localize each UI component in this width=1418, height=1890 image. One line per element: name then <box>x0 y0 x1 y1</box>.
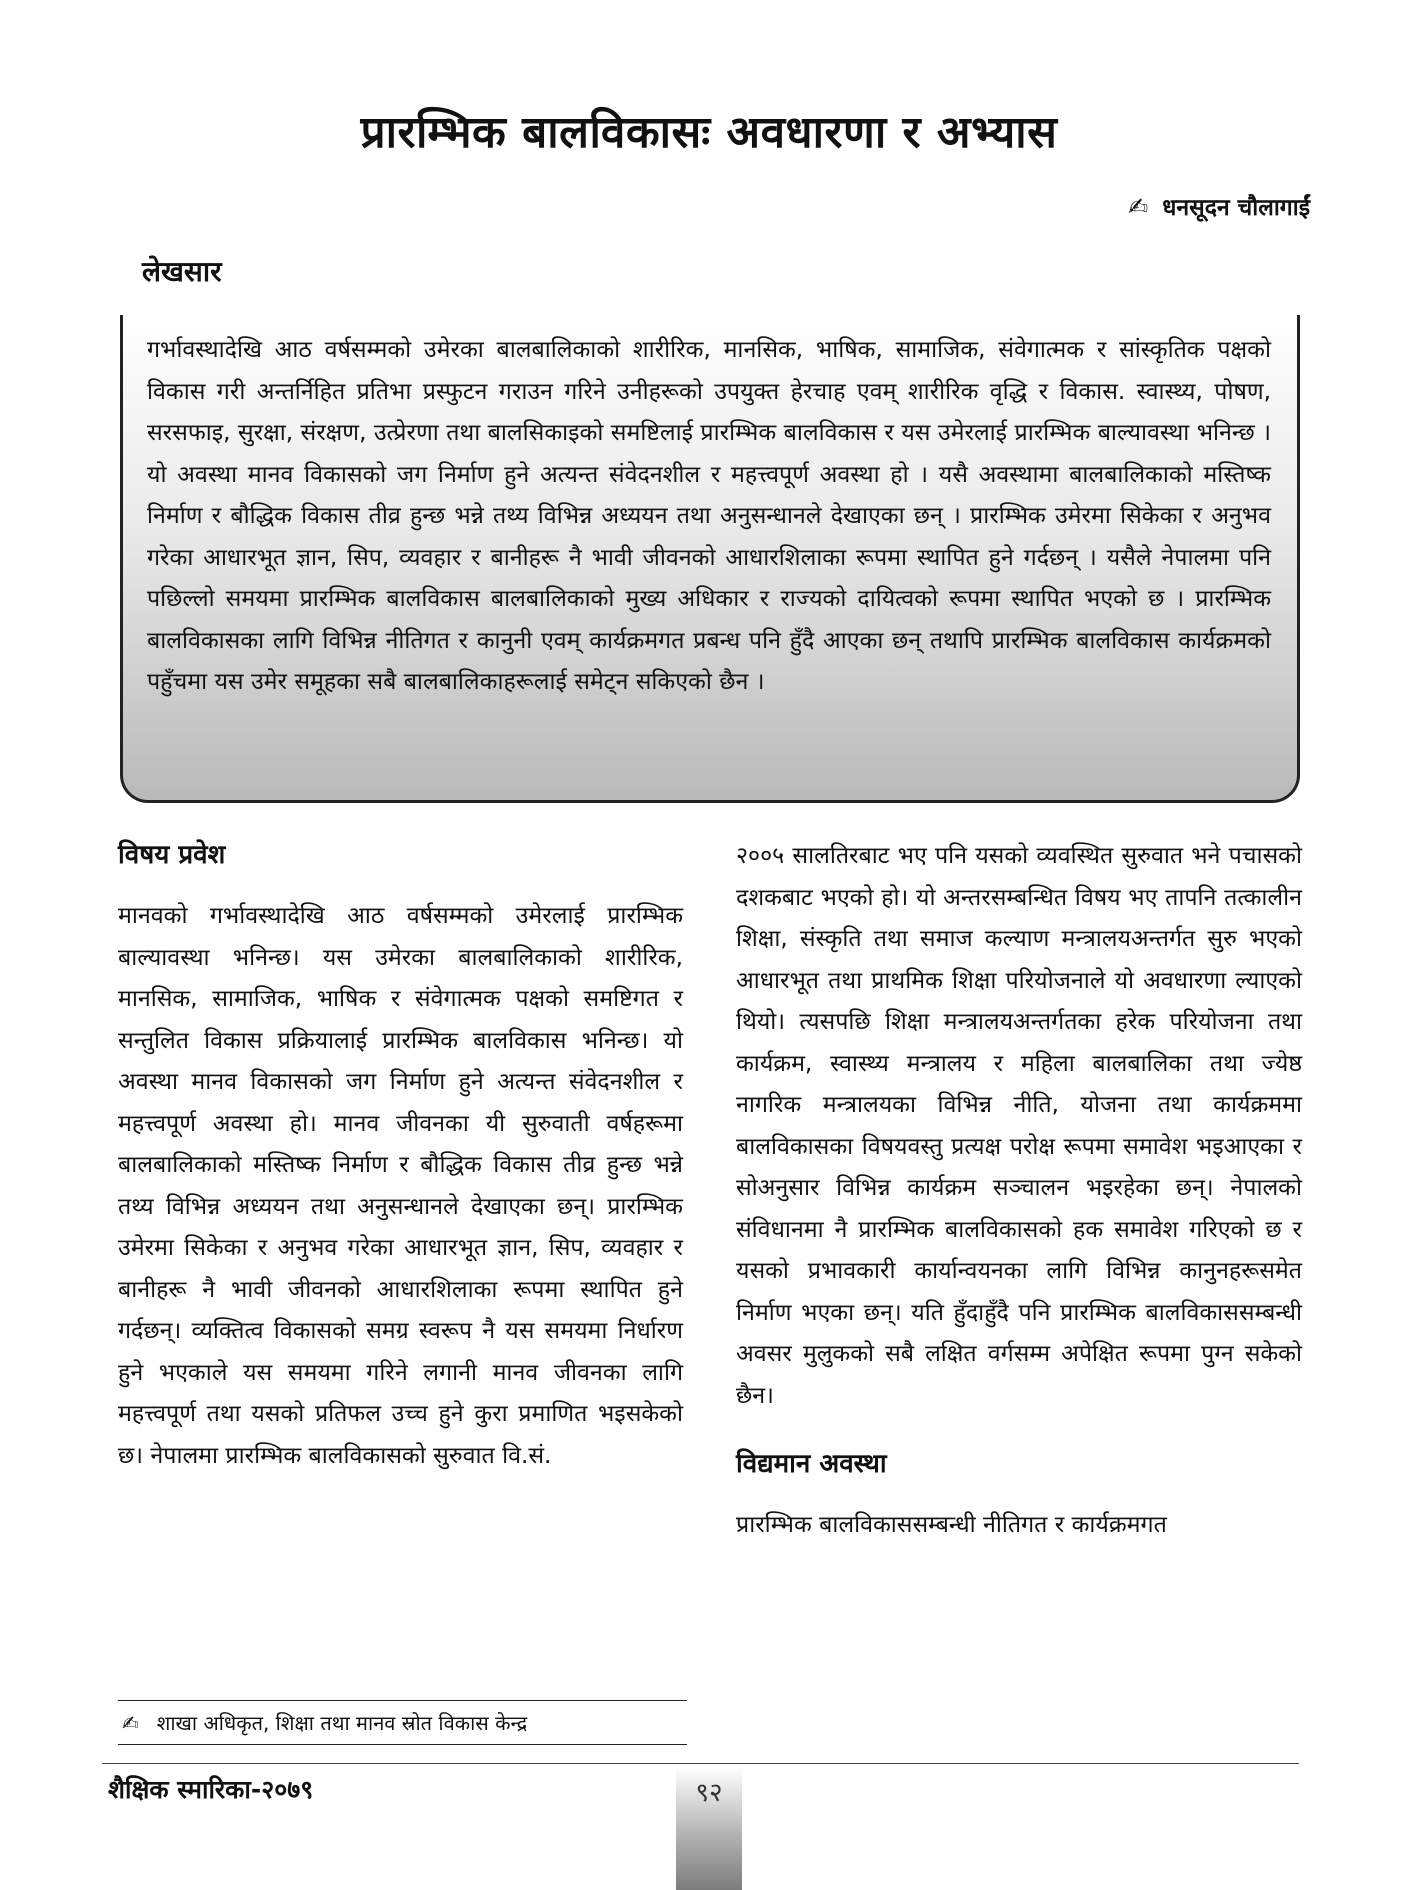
author-byline <box>1128 190 1310 222</box>
article-title: प्रारम्भिक बालविकासः अवधारणा र अभ्यास <box>360 107 1058 158</box>
section-heading-introduction: विषय प्रवेश <box>118 840 226 870</box>
page-number-tab <box>676 1767 742 1890</box>
abstract-box <box>120 315 1300 803</box>
page-number: ९२ <box>695 1778 723 1808</box>
abstract-text: गर्भावस्थादेखि आठ वर्षसम्मको उमेरका बालबालिकाको शारीरिक, मानसिक, भाषिक, सामाजिक, संवेगात्मक र सांस्कृतिक पक्षको विकास गरी अन्तर्निहित प्रतिभा प्रस्फुटन गराउन गरिने उनीहरूको उपयुक्त हेरचाह एवम् शारीरिक वृद्धि र विकास. स्वास्थ्य, पोषण, सरसफाइ, सुरक्षा, संरक्षण, उत्प्रेरणा तथा बालसिकाइको समष्टिलाई प्रारम्भिक बालविकास र यस उमेरलाई प्रारम्भिक बाल्यावस्था भनिन्छ । यो अवस्था मानव विकासको जग निर्माण हुने अत्यन्त संवेदनशील र महत्त्वपूर्ण अवस्था हो । यसै अवस्थामा बालबालिकाको मस्तिष्क निर्माण र बौद्धिक विकास तीव्र हुन्छ भन्ने तथ्य विभिन्न अध्ययन तथा अनुसन्धानले देखाएका छन् । प्रारम्भिक उमेरमा सिकेका र अनुभव गरेका आधारभूत ज्ञान, सिप, व्यवहार र बानीहरू नै भावी जीवनको आधारशिलाका रूपमा स्थापित हुने गर्दछन् । यसैले नेपालमा पनि पछिल्लो समयमा प्रारम्भिक बालविकास बालबालिकाको मुख्य अधिकार र राज्यको दायित्वको रूपमा स्थापित भएको छ । प्रारम्भिक बालविकासका लागि विभिन्न नीतिगत र कानुनी एवम् कार्यक्रमगत प्रबन्ध पनि हुँदै आएका छन् तथापि प्रारम्भिक बालविकास कार्यक्रमको पहुँचमा यस उमेर समूहका सबै बालबालिकाहरूलाई समेट्न सकिएको छैन । <box>147 336 1271 695</box>
introduction-continued-text: २००५ सालतिरबाट भए पनि यसको व्यवस्थित सुरुवात भने पचासको दशकबाट भएको हो। यो अन्तरसम्बन्धित विषय भए तापनि तत्कालीन शिक्षा, संस्कृति तथा समाज कल्याण मन्त्रालयअन्तर्गत सुरु भएको आधारभूत तथा प्राथमिक शिक्षा परियोजनाले यो अवधारणा ल्याएको थियो। त्यसपछि शिक्षा मन्त्रालयअन्तर्गतका हरेक परियोजना तथा कार्यक्रम, स्वास्थ्य मन्त्रालय र महिला बालबालिका तथा ज्येष्ठ नागरिक मन्त्रालयका विभिन्न नीति, योजना तथा कार्यक्रममा बालविकासका विषयवस्तु प्रत्यक्ष परोक्ष रूपमा समावेश भइआएका र सोअनुसार विभिन्न कार्यक्रम सञ्चालन भइरहेका छन्। नेपालको संविधानमा नै प्रारम्भिक बालविकासको हक समावेश गरिएको छ र यसको प्रभावकारी कार्यान्वयनका लागि विभिन्न कानुनहरूसमेत निर्माण भएका छन्। यति हुँदाहुँदै पनि प्रारम्भिक बालविकाससम्बन्धी अवसर मुलुकको सबै लक्षित वर्गसम्म अपेक्षित रूपमा पुग्न सकेको छैन। <box>736 842 1302 1409</box>
footer-divider <box>102 1763 1299 1764</box>
section-heading-current-status: विद्यमान अवस्था <box>736 1449 887 1479</box>
pen-icon: ✍ <box>122 1711 139 1735</box>
footnote-text: शाखा अधिकृत, शिक्षा तथा मानव स्रोत विकास केन्द्र <box>156 1711 528 1735</box>
publication-title: शैक्षिक स्मारिका-२०७९ <box>108 1775 314 1804</box>
abstract-heading: लेखसार <box>142 255 222 288</box>
author-name: धनसूदन चौलागाईं <box>1162 195 1310 221</box>
pen-icon: ✍ <box>1128 193 1149 221</box>
left-column <box>118 835 683 1476</box>
right-column <box>736 835 1302 1546</box>
current-status-text: प्रारम्भिक बालविकाससम्बन्धी नीतिगत र कार्यक्रमगत <box>736 1511 1167 1538</box>
introduction-text: मानवको गर्भावस्थादेखि आठ वर्षसम्मको उमेरलाई प्रारम्भिक बाल्यावस्था भनिन्छ। यस उमेरका बालबालिकाको शारीरिक, मानसिक, सामाजिक, भाषिक र संवेगात्मक पक्षको समष्टिगत र सन्तुलित विकास प्रक्रियालाई प्रारम्भिक बालविकास भनिन्छ। यो अवस्था मानव विकासको जग निर्माण हुने अत्यन्त संवेदनशील र महत्त्वपूर्ण अवस्था हो। मानव जीवनका यी सुरुवाती वर्षहरूमा बालबालिकाको मस्तिष्क निर्माण र बौद्धिक विकास तीव्र हुन्छ भन्ने तथ्य विभिन्न अध्ययन तथा अनुसन्धानले देखाएका छन्। प्रारम्भिक उमेरमा सिकेका र अनुभव गरेका आधारभूत ज्ञान, सिप, व्यवहार र बानीहरू नै भावी जीवनको आधारशिलाका रूपमा स्थापित हुने गर्दछन्। व्यक्तित्व विकासको समग्र स्वरूप नै यस समयमा निर्धारण हुने भएकाले यस समयमा गरिने लगानी मानव जीवनका लागि महत्त्वपूर्ण तथा यसको प्रतिफल उच्च हुने कुरा प्रमाणित भइसकेको छ। नेपालमा प्रारम्भिक बालविकासको सुरुवात वि.सं. <box>118 902 683 1469</box>
author-footnote <box>118 1700 687 1745</box>
